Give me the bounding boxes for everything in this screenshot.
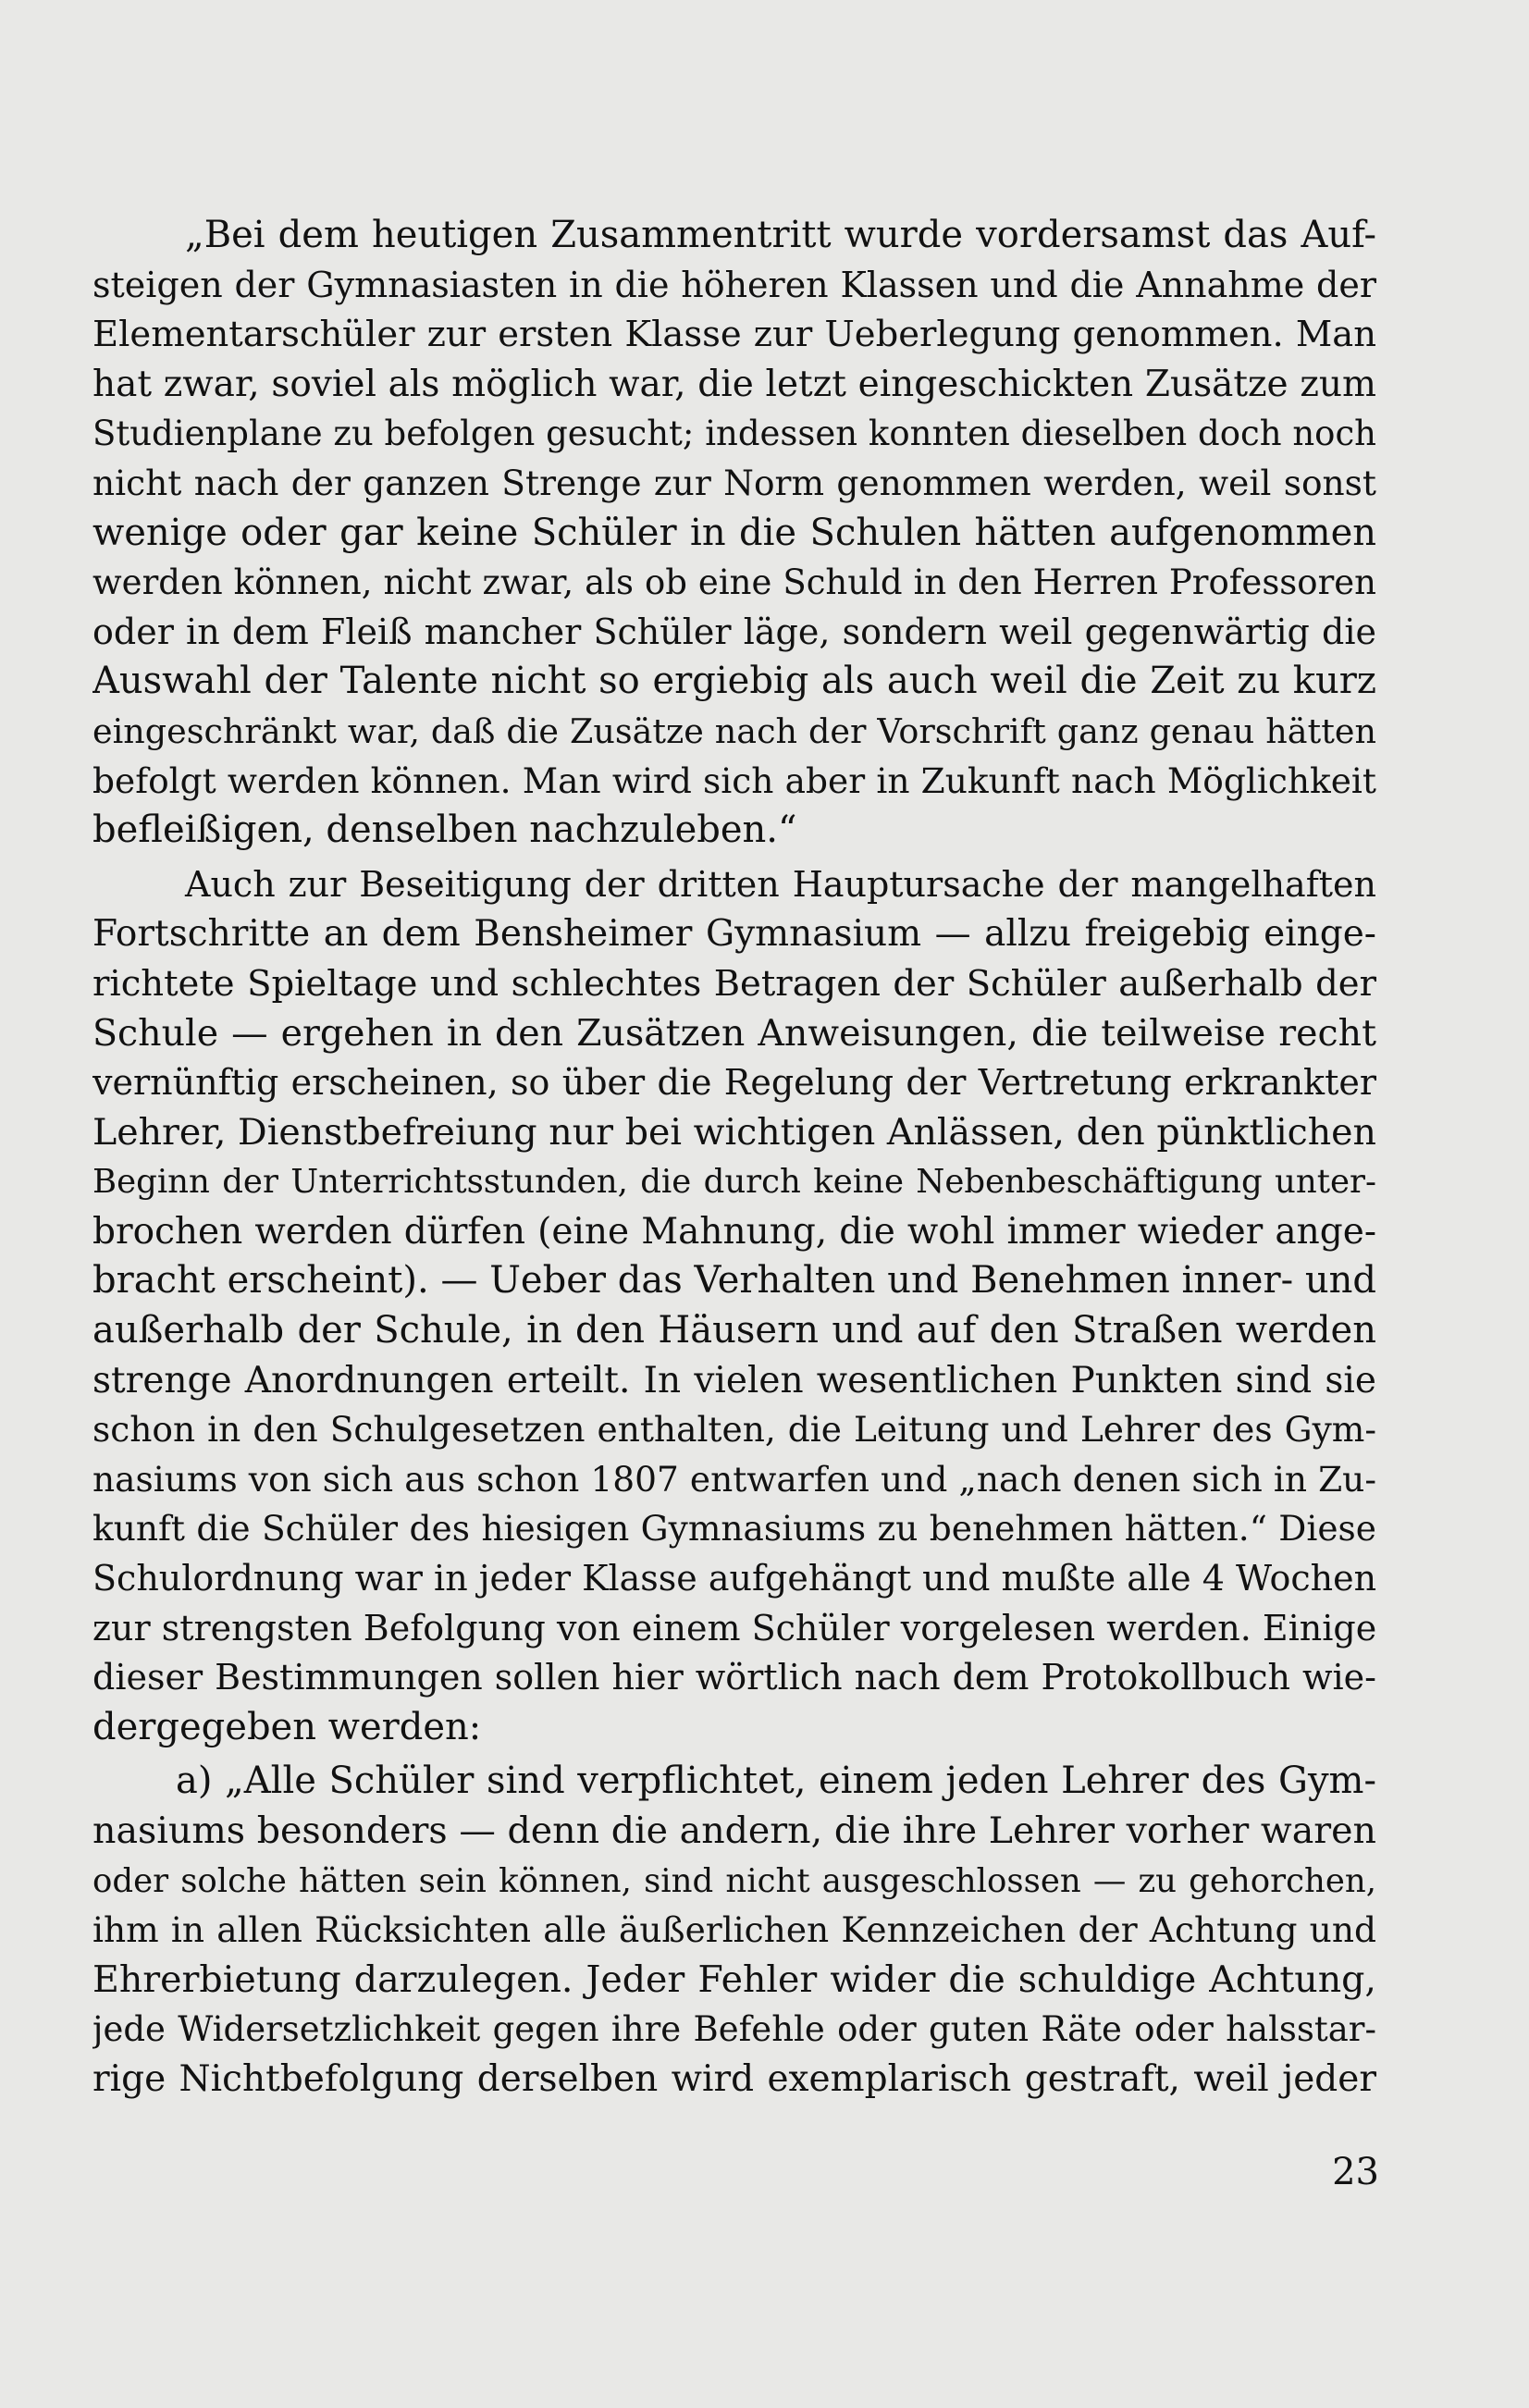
text-line: kunft die Schüler des hiesigen Gymnasiums zu benehmen hätten.“ Diese — [92, 1508, 1376, 1550]
text-line: wenige oder gar keine Schüler in die Schulen hätten aufgenommen — [92, 511, 1376, 554]
text-line: Auch zur Beseitigung der dritten Hauptursache der mangelhaften — [185, 863, 1376, 905]
paragraph-main — [92, 860, 1376, 1753]
text-line: oder solche hätten sein können, sind nicht ausgeschlossen — zu gehorchen, — [92, 1861, 1376, 1900]
text-line: vernünftig erscheinen, so über die Regelung der Vertretung erkrankter — [92, 1062, 1376, 1104]
text-line: strenge Anordnungen erteilt. In vielen wesentlichen Punkten sind sie — [92, 1359, 1376, 1402]
text-line: brochen werden dürfen (eine Mahnung, die wohl immer wieder ange- — [92, 1210, 1376, 1253]
paragraph-rule-a — [92, 1757, 1376, 2104]
text-line: nasiums von sich aus schon 1807 entwarfen und „nach denen sich in Zu- — [92, 1458, 1376, 1500]
text-line: oder in dem Fleiß mancher Schüler läge, sondern weil gegenwärtig die — [92, 611, 1376, 652]
text-line: schon in den Schulgesetzen enthalten, die Leitung und Lehrer des Gym- — [92, 1409, 1376, 1451]
body-text — [92, 211, 1376, 2105]
text-line: befleißigen, denselben nachzuleben.“ — [92, 809, 797, 852]
text-line: Auswahl der Talente nicht so ergiebig als auch weil die Zeit zu kurz — [92, 660, 1376, 703]
text-line: befolgt werden können. Man wird sich aber in Zukunft nach Möglichkeit — [92, 759, 1376, 801]
text-line: hat zwar, soviel als möglich war, die letzt eingeschickten Zusätze zum — [92, 363, 1376, 405]
text-line: steigen der Gymnasiasten in die höheren Klassen und die Annahme der — [92, 264, 1376, 305]
text-line: rige Nichtbefolgung derselben wird exemplarisch gestraft, weil jeder — [92, 2057, 1376, 2100]
text-line: Schule — ergehen in den Zusätzen Anweisungen, die teilweise recht — [92, 1011, 1376, 1055]
text-line: nicht nach der ganzen Strenge zur Norm genommen werden, weil sonst — [92, 462, 1376, 503]
page-number: 23 — [1332, 2151, 1379, 2193]
text-line: außerhalb der Schule, in den Häusern und auf den Straßen werden — [92, 1309, 1376, 1352]
text-line: bracht erscheint). — Ueber das Verhalten und Benehmen inner- und — [92, 1259, 1376, 1303]
text-line: richtete Spieltage und schlechtes Betragen der Schüler außerhalb der — [92, 962, 1376, 1005]
text-line: dergegeben werden: — [92, 1705, 482, 1748]
text-line: Ehrerbietung darzulegen. Jeder Fehler wider die schuldige Achtung, — [92, 1957, 1376, 2001]
text-line: jede Widersetzlichkeit gegen ihre Befehle oder guten Räte oder halsstar- — [92, 2009, 1376, 2050]
text-line: Lehrer, Dienstbefreiung nur bei wichtigen Anlässen, den pünktlichen — [92, 1110, 1376, 1154]
text-line: werden können, nicht zwar, als ob eine Schuld in den Herren Professoren — [92, 562, 1376, 603]
text-line: eingeschränkt war, daß die Zusätze nach der Vorschrift ganz genau hätten — [92, 710, 1376, 751]
text-line: Studienplane zu befolgen gesucht; indessen konnten dieselben doch noch — [92, 414, 1376, 454]
text-line: zur strengsten Befolgung von einem Schüler vorgelesen werden. Einige — [92, 1607, 1376, 1649]
text-line: Elementarschüler zur ersten Klasse zur Ueberlegung genommen. Man — [92, 314, 1376, 356]
text-line: „Bei dem heutigen Zusammentritt wurde vordersamst das Auf- — [185, 214, 1376, 256]
text-line: dieser Bestimmungen sollen hier wörtlich nach dem Protokollbuch wie- — [92, 1657, 1376, 1698]
paragraph-quote — [92, 211, 1376, 856]
text-line: ihm in allen Rücksichten alle äußerlichen Kennzeichen der Achtung und — [92, 1909, 1376, 1951]
text-line: Schulordnung war in jeder Klasse aufgehängt und mußte alle 4 Wochen — [92, 1558, 1376, 1599]
text-line: a) „Alle Schüler sind verpflichtet, einem jeden Lehrer des Gym- — [176, 1760, 1376, 1803]
text-line: Fortschritte an dem Bensheimer Gymnasium — allzu freigebig einge- — [92, 913, 1376, 956]
text-line: Beginn der Unterrichtsstunden, die durch keine Nebenbeschäftigung unter- — [92, 1163, 1376, 1202]
text-line: nasiums besonders — denn die andern, die ihre Lehrer vorher waren — [92, 1809, 1376, 1852]
